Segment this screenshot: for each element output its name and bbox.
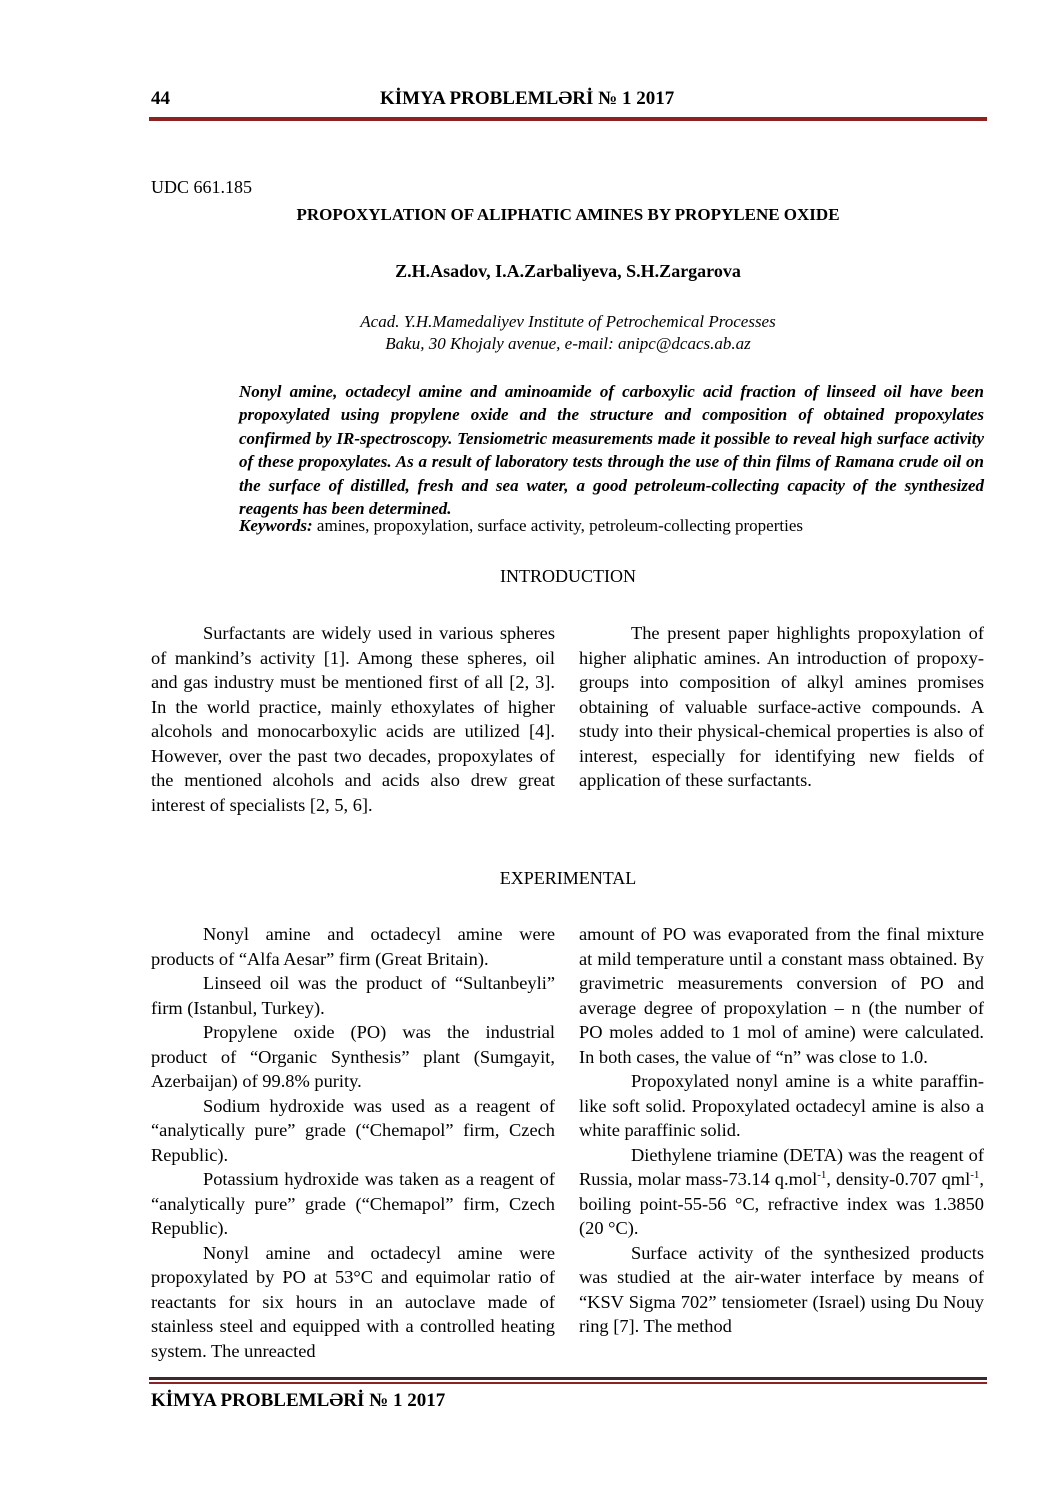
intro-right-column	[579, 621, 984, 793]
page-number: 44	[151, 88, 170, 109]
exp-paragraph: Surface activity of the synthesized products was studied at the air-water interface by means of “KSV Sigma 702” tensiometer (Israel) using Du Nouy ring [7]. The method	[579, 1242, 984, 1336]
introduction-heading: INTRODUCTION	[500, 566, 636, 586]
keywords-text: amines, propoxylation, surface activity, petroleum-collecting properties	[312, 516, 803, 535]
affiliation-line1: Acad. Y.H.Mamedaliyev Institute of Petrochemical Processes	[360, 312, 776, 331]
exp-paragraph: Propylene oxide (PO) was the industrial product of “Organic Synthesis” plant (Sumgayit, Azerbaijan) of 99.8% purity.	[151, 1022, 555, 1091]
exp-paragraph: Nonyl amine and octadecyl amine were propoxylated by PO at 53°C and equimolar ratio of reactants for six hours in an autoclave made of stainless steel and equipped with a controlled heating system. The unreacted	[151, 1242, 555, 1361]
superscript: -1	[817, 1168, 827, 1181]
intro-paragraph-2: The present paper highlights propoxylation of higher aliphatic amines. An introduction of propoxy-groups into composition of alkyl amines promises obtaining of valuable surface-active compounds. A study into their physical-chemical properties is also of interest, especially for identifying new fields of application of these surfactants.	[579, 623, 984, 790]
abstract: Nonyl amine, octadecyl amine and aminoamide of carboxylic acid fraction of linseed oil have been propoxylated using propylene oxide and the structure and composition of obtained propoxylates confirmed by IR-spectroscopy. Tensiometric measurements made it possible to reveal high surface activity of these propoxylates. As a result of laboratory tests through the use of thin films of Ramana crude oil on the surface of distilled, fresh and sea water, a good petroleum-collecting capacity of the synthesized reagents has been determined.	[239, 382, 984, 519]
authors: Z.H.Asadov, I.A.Zarbaliyeva, S.H.Zargarova	[395, 261, 741, 281]
affiliation-line2: Baku, 30 Khojaly avenue, e-mail: anipc@dcacs.ab.az	[385, 334, 751, 353]
exp-paragraph: amount of PO was evaporated from the final mixture at mild temperature until a constant mass obtained. By gravimetric measurements conversion of PO and average degree of propoxylation – n (the number of PO moles added to 1 mol of amine) were calculated. In both cases, the value of “n” was close to 1.0.	[579, 924, 984, 1067]
exp-paragraph-deta	[579, 1143, 984, 1241]
journal-header: KİMYA PROBLEMLƏRİ № 1 2017	[380, 88, 675, 109]
keywords	[239, 514, 984, 537]
exp-paragraph: Nonyl amine and octadecyl amine were products of “Alfa Aesar” firm (Great Britain).	[151, 924, 555, 969]
superscript: -1	[970, 1168, 980, 1181]
exp-paragraph: Linseed oil was the product of “Sultanbeyli” firm (Istanbul, Turkey).	[151, 973, 555, 1018]
deta-text-b: , density-0.707 qml	[826, 1169, 971, 1189]
paper-title: PROPOXYLATION OF ALIPHATIC AMINES BY PROPYLENE OXIDE	[296, 205, 840, 224]
experimental-right-column	[579, 922, 984, 1339]
keywords-label: Keywords:	[239, 516, 313, 535]
experimental-heading: EXPERIMENTAL	[499, 868, 637, 888]
deta-text-a: Diethylene triamine (DETA) was the reagent of Russia, molar mass-73.14 q.mol	[579, 1144, 984, 1189]
intro-paragraph-1: Surfactants are widely used in various spheres of mankind’s activity [1]. Among these spheres, oil and gas industry must be mentioned first of all [2, 3]. In the world practice, mainly ethoxylates of higher alcohols and monocarboxylic acids are utilized [4]. However, over the past two decades, propoxylates of the mentioned alcohols and acids also drew great interest of specialists [2, 5, 6].	[151, 623, 555, 815]
exp-paragraph: Potassium hydroxide was taken as a reagent of “analytically pure” grade (“Chemapol” firm, Czech Republic).	[151, 1169, 555, 1238]
journal-footer: KİMYA PROBLEMLƏRİ № 1 2017	[151, 1390, 446, 1411]
deta-text-c: , boiling point-55-56 °C, refractive index was 1.3850 (20 °C).	[579, 1169, 984, 1238]
experimental-left-column	[151, 922, 555, 1363]
footer-rule-bottom	[149, 1382, 987, 1384]
intro-left-column	[151, 621, 555, 817]
udc-code: UDC 661.185	[151, 177, 253, 197]
footer-rule-top	[149, 1377, 987, 1380]
header-rule	[149, 117, 987, 121]
exp-paragraph: Propoxylated nonyl amine is a white paraffin-like soft solid. Propoxylated octadecyl amine is also a white paraffinic solid.	[579, 1071, 984, 1140]
exp-paragraph: Sodium hydroxide was used as a reagent of “analytically pure” grade (“Chemapol” firm, Czech Republic).	[151, 1095, 555, 1165]
